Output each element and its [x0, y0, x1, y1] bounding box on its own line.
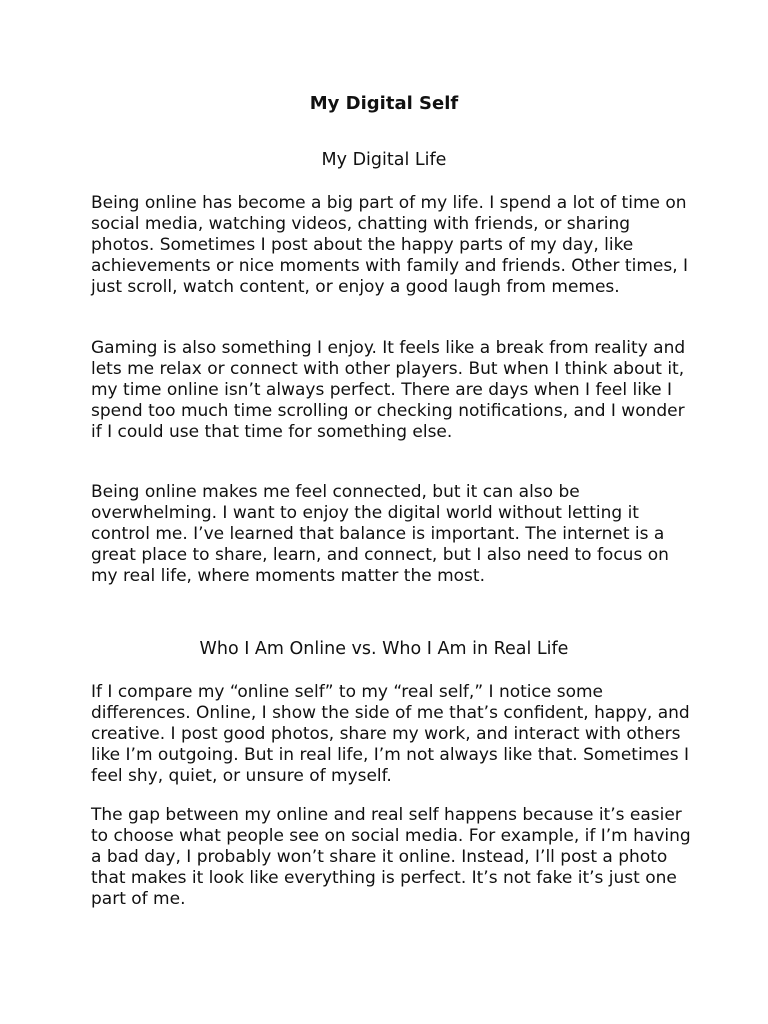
paragraph: The gap between my online and real self happens because it’s easier to choose what people see on social media. For example, if I’m having a bad day, I probably won’t share it online. Instead, I’ll post a photo that makes it look like everything is perfect. It’s not fake it’s just one part of me.	[91, 805, 691, 909]
paragraph: Being online has become a big part of my life. I spend a lot of time on social media, watching videos, chatting with friends, or sharing photos. Sometimes I post about the happy parts of my day, like achievements or nice moments with family and friends. Other times, I just scroll, watch content, or enjoy a good laugh from memes.	[91, 193, 689, 297]
paragraph: If I compare my “online self” to my “real self,” I notice some differences. Online, I show the side of me that’s confident, happy, and creative. I post good photos, share my work, and interact with others like I’m outgoing. But in real life, I’m not always like that. Sometimes I feel shy, quiet, or unsure of myself.	[91, 682, 690, 786]
paragraph: Gaming is also something I enjoy. It feels like a break from reality and lets me relax or connect with other players. But when I think about it, my time online isn’t always perfect. There are days when I feel like I spend too much time scrolling or checking notifications, and I wonder if I could use that time for something else.	[91, 338, 686, 442]
section-heading-online-vs-real: Who I Am Online vs. Who I Am in Real Life	[199, 639, 569, 659]
section-heading-digital-life: My Digital Life	[321, 150, 447, 170]
paragraph: Being online makes me feel connected, but it can also be overwhelming. I want to enjoy the digital world without letting it control me. I’ve learned that balance is important. The internet is a great place to share, learn, and connect, but I also need to focus on my real life, where moments matter the most.	[91, 482, 669, 586]
document-title: My Digital Self	[309, 93, 459, 114]
